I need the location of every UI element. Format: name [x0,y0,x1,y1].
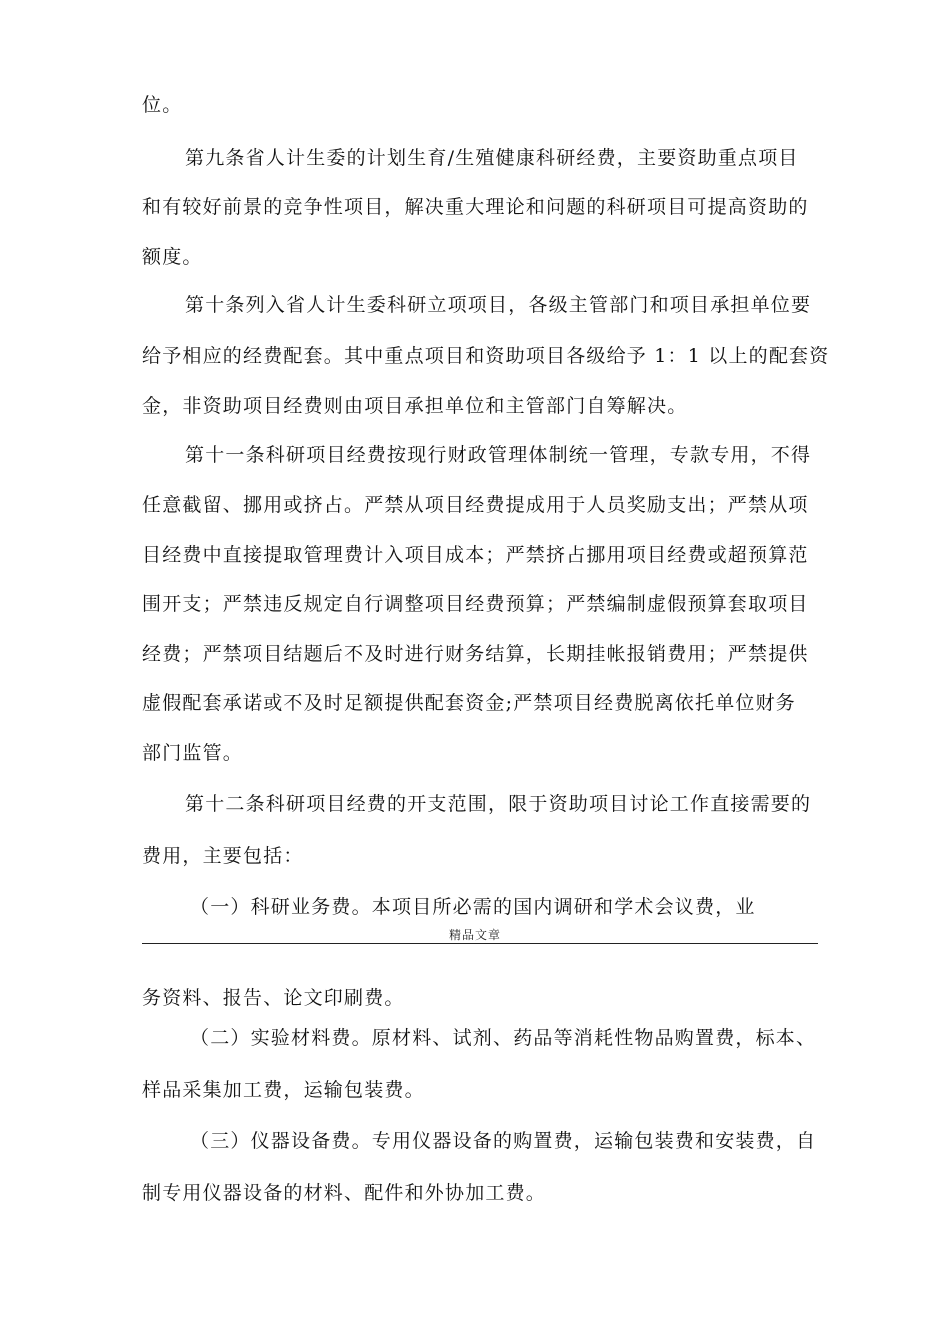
item-1-line-1: （一）科研业务费。本项目所必需的国内调研和学术会议费，业 [190,896,756,918]
article-11-line-7: 部门监管。 [142,742,244,764]
page-footer-label: 精品文章 [448,928,501,942]
article-11-line-3: 目经费中直接提取管理费计入项目成本；严禁挤占挪用项目经费或超预算范 [142,544,809,566]
article-11-line-5: 经费；严禁项目结题后不及时进行财务结算，长期挂帐报销费用；严禁提供 [142,643,809,665]
article-11-line-2: 任意截留、挪用或挤占。严禁从项目经费提成用于人员奖励支出；严禁从项 [142,494,809,516]
article-11-line-4: 围开支；严禁违反规定自行调整项目经费预算；严禁编制虚假预算套取项目 [142,593,809,615]
article-10-line-3: 金，非资助项目经费则由项目承担单位和主管部门自筹解决。 [142,395,688,417]
article-11-line-1: 第十一条科研项目经费按现行财政管理体制统一管理，专款专用，不得 [185,444,812,466]
item-2-line-1: （二）实验材料费。原材料、试剂、药品等消耗性物品购置费，标本、 [190,1027,817,1049]
article-11-line-6: 虚假配套承诺或不及时足额提供配套资金;严禁项目经费脱离依托单位财务 [142,692,797,714]
item-3-line-2: 制专用仪器设备的材料、配件和外协加工费。 [142,1182,547,1204]
article-12-line-2: 费用，主要包括： [142,845,304,867]
footer-divider [142,943,818,944]
item-1-line-2: 务资料、报告、论文印刷费。 [142,987,405,1009]
article-9-line-3: 额度。 [142,246,203,268]
item-3-line-1: （三）仪器设备费。专用仪器设备的购置费，运输包装费和安装费，自 [190,1130,817,1152]
article-12-line-1: 第十二条科研项目经费的开支范围，限于资助项目讨论工作直接需要的 [185,793,812,815]
article-9-line-1: 第九条省人计生委的计划生育/生殖健康科研经费，主要资助重点项目 [185,147,799,169]
article-10-line-2: 给予相应的经费配套。其中重点项目和资助项目各级给予 1：1 以上的配套资 [142,345,830,367]
text-line: 位。 [142,94,183,116]
article-10-line-1: 第十条列入省人计生委科研立项项目，各级主管部门和项目承担单位要 [185,294,812,316]
article-9-line-2: 和有较好前景的竞争性项目，解决重大理论和问题的科研项目可提高资助的 [142,196,809,218]
item-2-line-2: 样品采集加工费，运输包装费。 [142,1079,425,1101]
